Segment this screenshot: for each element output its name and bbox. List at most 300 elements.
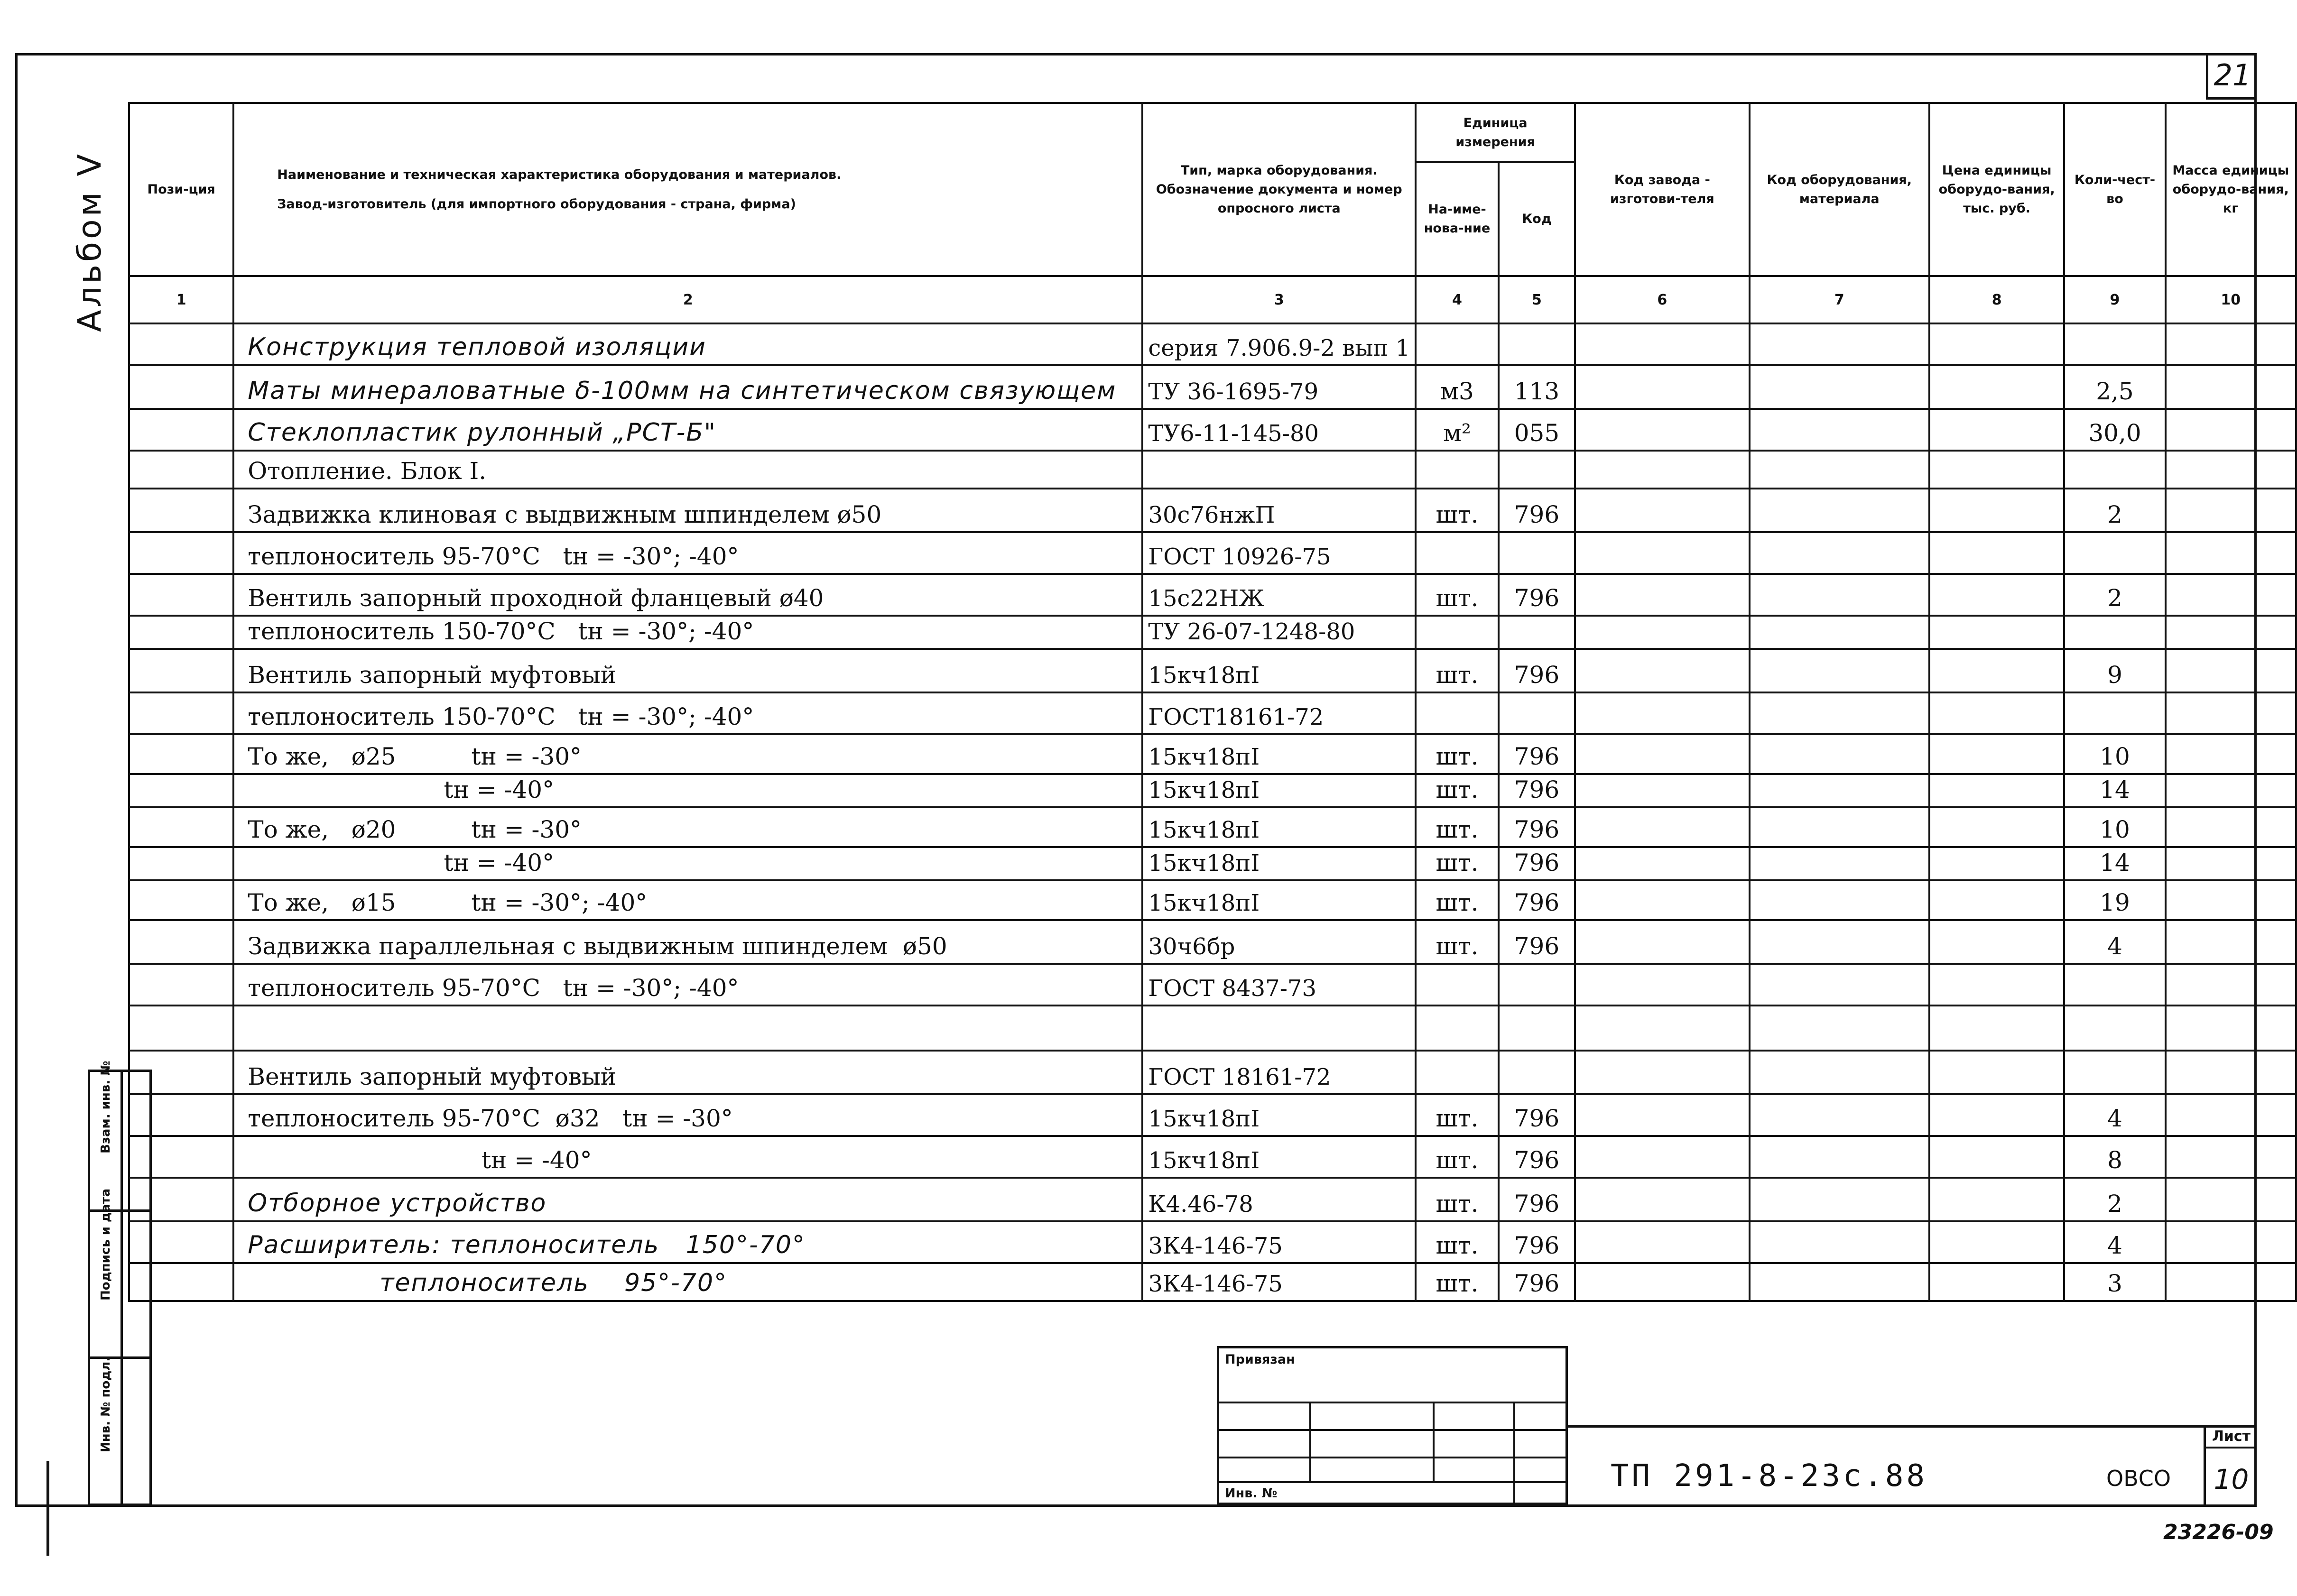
cell-name: теплоноситель 150-70°С tн = -30°; -40° (233, 616, 1142, 649)
cell-plant-code (1575, 616, 1750, 649)
header-price: Цена единицы оборудо-вания, тыс. руб. (1929, 103, 2065, 276)
cell-equipment-code (1750, 847, 1929, 880)
cell-mass (2166, 880, 2296, 920)
inventory-number: 23226-09 (2163, 1520, 2274, 1544)
table-row (129, 847, 2296, 880)
cell-position (129, 807, 233, 847)
table-row (129, 649, 2296, 692)
cell-plant-code (1575, 847, 1750, 880)
cell-position (129, 649, 233, 692)
cell-name: теплоноситель 95-70°С tн = -30°; -40° (233, 532, 1142, 574)
cell-position (129, 489, 233, 532)
cell-type: ТУ 26-07-1248-80 (1142, 616, 1416, 649)
cell-mass (2166, 774, 2296, 807)
cell-unit-code: 796 (1499, 734, 1575, 774)
cell-plant-code (1575, 489, 1750, 532)
cell-quantity: 2 (2064, 574, 2165, 616)
cell-price (1929, 1263, 2065, 1301)
cell-equipment-code (1750, 323, 1929, 365)
cell-unit-code (1499, 323, 1575, 365)
cell-quantity (2064, 532, 2165, 574)
header-mass: Масса единицы оборудо-вания, кг (2166, 103, 2296, 276)
cell-name: Стеклопластик рулонный „РСТ-Б" (233, 409, 1142, 451)
cell-equipment-code (1750, 1094, 1929, 1136)
cell-quantity: 4 (2064, 1221, 2165, 1263)
left-stamp (88, 1061, 152, 1506)
header-position: Пози-ция (129, 103, 233, 276)
cell-equipment-code (1750, 920, 1929, 964)
cell-name: теплоноситель 95-70°С tн = -30°; -40° (233, 964, 1142, 1006)
binding-block (1217, 1346, 1568, 1505)
cell-name: Задвижка параллельная с выдвижным шпинделем ø50 (233, 920, 1142, 964)
cell-unit-code: 055 (1499, 409, 1575, 451)
table-row (129, 1006, 2296, 1051)
cell-quantity: 2,5 (2064, 365, 2165, 409)
cell-mass (2166, 1221, 2296, 1263)
table-row (129, 964, 2296, 1006)
cell-type: ТУ6-11-145-80 (1142, 409, 1416, 451)
cell-unit-code: 796 (1499, 920, 1575, 964)
cell-unit: шт. (1416, 1263, 1499, 1301)
cell-quantity: 10 (2064, 734, 2165, 774)
stamp-label-inventory: Инв. № подл. (99, 1356, 113, 1452)
cell-unit-code: 796 (1499, 1136, 1575, 1178)
cell-unit (1416, 323, 1499, 365)
cell-plant-code (1575, 734, 1750, 774)
cell-mass (2166, 847, 2296, 880)
header-unit-group: Единица измерения (1416, 103, 1575, 162)
cell-plant-code (1575, 365, 1750, 409)
cell-type: ГОСТ 8437-73 (1142, 964, 1416, 1006)
cell-plant-code (1575, 1263, 1750, 1301)
cell-name: теплоноситель 95°-70° (233, 1263, 1142, 1301)
column-number: 10 (2166, 276, 2296, 323)
table-body (129, 323, 2296, 1301)
cell-equipment-code (1750, 409, 1929, 451)
cell-unit-code: 796 (1499, 880, 1575, 920)
cell-equipment-code (1750, 574, 1929, 616)
cell-plant-code (1575, 649, 1750, 692)
cell-type: ТУ 36-1695-79 (1142, 365, 1416, 409)
cell-plant-code (1575, 1094, 1750, 1136)
cell-mass (2166, 1178, 2296, 1221)
cell-unit-code: 796 (1499, 1221, 1575, 1263)
cell-equipment-code (1750, 1178, 1929, 1221)
table-row (129, 451, 2296, 489)
cell-unit-code: 796 (1499, 649, 1575, 692)
cell-plant-code (1575, 532, 1750, 574)
cell-name: Расширитель: теплоноситель 150°-70° (233, 1221, 1142, 1263)
cell-type: 15кч18пI (1142, 1136, 1416, 1178)
cell-mass (2166, 489, 2296, 532)
column-number: 7 (1750, 276, 1929, 323)
stamp-label-replacement: Взам. инв. № (99, 1061, 113, 1153)
table-row (129, 1094, 2296, 1136)
cell-type: 15кч18пI (1142, 774, 1416, 807)
cell-mass (2166, 1136, 2296, 1178)
table-row (129, 692, 2296, 734)
cell-price (1929, 807, 2065, 847)
table-row (129, 1221, 2296, 1263)
table-row (129, 1263, 2296, 1301)
cell-unit-code (1499, 1051, 1575, 1094)
cell-name: Вентиль запорный проходной фланцевый ø40 (233, 574, 1142, 616)
table-row (129, 616, 2296, 649)
cell-price (1929, 323, 2065, 365)
table-row (129, 1051, 2296, 1094)
cell-type: ГОСТ 18161-72 (1142, 1051, 1416, 1094)
cell-quantity: 3 (2064, 1263, 2165, 1301)
cell-mass (2166, 451, 2296, 489)
cell-price (1929, 1051, 2065, 1094)
cell-unit: шт. (1416, 1221, 1499, 1263)
cell-unit (1416, 616, 1499, 649)
cell-position (129, 774, 233, 807)
stamp-divider (120, 1072, 123, 1504)
cell-mass (2166, 409, 2296, 451)
cell-mass (2166, 365, 2296, 409)
cell-unit-code: 796 (1499, 1263, 1575, 1301)
cell-plant-code (1575, 964, 1750, 1006)
cell-equipment-code (1750, 692, 1929, 734)
cell-position (129, 692, 233, 734)
cell-equipment-code (1750, 1221, 1929, 1263)
cell-quantity: 19 (2064, 880, 2165, 920)
cell-quantity: 9 (2064, 649, 2165, 692)
cell-price (1929, 616, 2065, 649)
document-code: ТП 291-8-23с.88 (1611, 1458, 1927, 1494)
cell-plant-code (1575, 574, 1750, 616)
table-row (129, 532, 2296, 574)
cell-name: tн = -40° (233, 1136, 1142, 1178)
cell-quantity: 8 (2064, 1136, 2165, 1178)
cell-position (129, 1006, 233, 1051)
cell-unit: шт. (1416, 489, 1499, 532)
binding-inv-label: Инв. № (1225, 1486, 1278, 1501)
column-number: 1 (129, 276, 233, 323)
cell-equipment-code (1750, 365, 1929, 409)
cell-mass (2166, 574, 2296, 616)
sheet-caption: Лист (2206, 1428, 2257, 1448)
cell-position (129, 409, 233, 451)
binding-vline (1433, 1402, 1435, 1481)
cell-unit (1416, 1051, 1499, 1094)
cell-price (1929, 365, 2065, 409)
cell-price (1929, 1178, 2065, 1221)
cell-unit-code: 796 (1499, 774, 1575, 807)
cell-plant-code (1575, 409, 1750, 451)
cell-unit: шт. (1416, 734, 1499, 774)
cell-quantity: 14 (2064, 847, 2165, 880)
cell-position (129, 734, 233, 774)
cell-plant-code (1575, 1221, 1750, 1263)
cell-unit-code: 113 (1499, 365, 1575, 409)
cell-unit-code: 796 (1499, 1094, 1575, 1136)
cell-price (1929, 920, 2065, 964)
cell-name: Отопление. Блок I. (233, 451, 1142, 489)
cell-equipment-code (1750, 964, 1929, 1006)
cell-equipment-code (1750, 1006, 1929, 1051)
cell-name (233, 1006, 1142, 1051)
cell-unit (1416, 692, 1499, 734)
table-row (129, 409, 2296, 451)
cell-mass (2166, 964, 2296, 1006)
cell-plant-code (1575, 451, 1750, 489)
sheet-corner-number: 21 (2206, 53, 2257, 100)
cell-quantity: 14 (2064, 774, 2165, 807)
cell-price (1929, 409, 2065, 451)
cell-mass (2166, 734, 2296, 774)
table-row (129, 489, 2296, 532)
cell-unit (1416, 532, 1499, 574)
cell-plant-code (1575, 323, 1750, 365)
cell-unit-code (1499, 964, 1575, 1006)
cell-name: То же, ø25 tн = -30° (233, 734, 1142, 774)
table-row (129, 574, 2296, 616)
table-row (129, 774, 2296, 807)
cell-plant-code (1575, 774, 1750, 807)
cell-type: 15кч18пI (1142, 847, 1416, 880)
cell-position (129, 880, 233, 920)
cell-type: ГОСТ18161-72 (1142, 692, 1416, 734)
cell-price (1929, 692, 2065, 734)
cell-type: серия 7.906.9-2 вып 1 (1142, 323, 1416, 365)
cell-price (1929, 1006, 2065, 1051)
cell-type: ГОСТ 10926-75 (1142, 532, 1416, 574)
cell-quantity: 4 (2064, 1094, 2165, 1136)
cell-position (129, 847, 233, 880)
cell-name: Маты минераловатные δ-100мм на синтетическом связующем (233, 365, 1142, 409)
cell-name: Конструкция тепловой изоляции (233, 323, 1142, 365)
cell-unit: шт. (1416, 880, 1499, 920)
cell-price (1929, 1094, 2065, 1136)
cell-type: 15кч18пI (1142, 649, 1416, 692)
header-type: Тип, марка оборудования. Обозначение документа и номер опросного листа (1142, 103, 1416, 276)
cell-mass (2166, 323, 2296, 365)
cell-position (129, 451, 233, 489)
cell-equipment-code (1750, 532, 1929, 574)
cell-plant-code (1575, 692, 1750, 734)
table-row (129, 734, 2296, 774)
binding-vline (1513, 1402, 1515, 1505)
cell-unit-code: 796 (1499, 847, 1575, 880)
cell-mass (2166, 1263, 2296, 1301)
cell-equipment-code (1750, 1263, 1929, 1301)
cell-unit: шт. (1416, 1094, 1499, 1136)
cell-type: 15кч18пI (1142, 880, 1416, 920)
cell-price (1929, 574, 2065, 616)
cell-quantity (2064, 616, 2165, 649)
header-quantity: Коли-чест-во (2064, 103, 2165, 276)
cell-mass (2166, 616, 2296, 649)
sheet-number-box (2204, 1425, 2257, 1507)
cell-type: 15с22НЖ (1142, 574, 1416, 616)
cell-quantity: 4 (2064, 920, 2165, 964)
cell-price (1929, 734, 2065, 774)
cell-type: 15кч18пI (1142, 1094, 1416, 1136)
column-number: 5 (1499, 276, 1575, 323)
cell-name: теплоноситель 150-70°С tн = -30°; -40° (233, 692, 1142, 734)
cell-mass (2166, 1094, 2296, 1136)
cell-equipment-code (1750, 1136, 1929, 1178)
sheet-number: 10 (2214, 1463, 2249, 1495)
cell-plant-code (1575, 1051, 1750, 1094)
header-name-line2: Завод-изготовитель (для импортного оборудования - страна, фирма) (277, 196, 796, 212)
cell-position (129, 365, 233, 409)
cell-mass (2166, 1006, 2296, 1051)
cell-unit-code: 796 (1499, 489, 1575, 532)
cell-price (1929, 532, 2065, 574)
cell-unit (1416, 1006, 1499, 1051)
cell-mass (2166, 807, 2296, 847)
cell-price (1929, 774, 2065, 807)
column-number: 9 (2064, 276, 2165, 323)
cell-mass (2166, 532, 2296, 574)
table-row (129, 807, 2296, 847)
cell-name: Вентиль запорный муфтовый (233, 1051, 1142, 1094)
cell-price (1929, 964, 2065, 1006)
cell-type (1142, 1006, 1416, 1051)
cell-unit: шт. (1416, 649, 1499, 692)
cell-name: Вентиль запорный муфтовый (233, 649, 1142, 692)
cell-type (1142, 451, 1416, 489)
table-row (129, 1136, 2296, 1178)
cell-unit: шт. (1416, 1178, 1499, 1221)
cell-quantity: 30,0 (2064, 409, 2165, 451)
cell-plant-code (1575, 1136, 1750, 1178)
cell-type: 3К4-146-75 (1142, 1263, 1416, 1301)
stamp-label-signature: Подпись и дата (99, 1188, 113, 1301)
header-name-line1: Наименование и техническая характеристика оборудования и материалов. (277, 167, 842, 182)
cell-type: 30ч6бр (1142, 920, 1416, 964)
table-row (129, 880, 2296, 920)
cell-price (1929, 880, 2065, 920)
header-equipment-code: Код оборудования, материала (1750, 103, 1929, 276)
cell-position (129, 616, 233, 649)
cell-position (129, 323, 233, 365)
cell-name: То же, ø20 tн = -30° (233, 807, 1142, 847)
cell-unit: шт. (1416, 807, 1499, 847)
organization: ОВСО (2106, 1466, 2171, 1491)
cell-mass (2166, 692, 2296, 734)
cell-price (1929, 489, 2065, 532)
cell-equipment-code (1750, 734, 1929, 774)
album-label: Альбом V (71, 151, 109, 332)
cell-price (1929, 649, 2065, 692)
cell-price (1929, 1221, 2065, 1263)
cell-unit: м² (1416, 409, 1499, 451)
cell-equipment-code (1750, 616, 1929, 649)
cell-unit: шт. (1416, 1136, 1499, 1178)
cell-quantity (2064, 964, 2165, 1006)
cell-mass (2166, 1051, 2296, 1094)
cell-mass (2166, 920, 2296, 964)
cell-name: Задвижка клиновая с выдвижным шпинделем ø50 (233, 489, 1142, 532)
cell-name: tн = -40° (233, 847, 1142, 880)
column-number: 3 (1142, 276, 1416, 323)
cell-unit: шт. (1416, 847, 1499, 880)
cell-unit-code: 796 (1499, 574, 1575, 616)
cell-quantity: 2 (2064, 489, 2165, 532)
cell-unit: шт. (1416, 774, 1499, 807)
cell-equipment-code (1750, 451, 1929, 489)
cell-unit-code: 796 (1499, 1178, 1575, 1221)
table-row (129, 323, 2296, 365)
cell-plant-code (1575, 880, 1750, 920)
cell-equipment-code (1750, 649, 1929, 692)
cell-equipment-code (1750, 880, 1929, 920)
cell-position (129, 574, 233, 616)
cell-quantity: 2 (2064, 1178, 2165, 1221)
cell-type: 3К4-146-75 (1142, 1221, 1416, 1263)
cell-plant-code (1575, 1178, 1750, 1221)
cell-position (129, 532, 233, 574)
cell-price (1929, 847, 2065, 880)
cell-unit: шт. (1416, 574, 1499, 616)
cell-unit-code: 796 (1499, 807, 1575, 847)
table-row (129, 920, 2296, 964)
cell-plant-code (1575, 1006, 1750, 1051)
cell-quantity: 10 (2064, 807, 2165, 847)
cell-unit (1416, 451, 1499, 489)
cell-quantity (2064, 1051, 2165, 1094)
cell-unit-code (1499, 1006, 1575, 1051)
cell-equipment-code (1750, 774, 1929, 807)
cell-plant-code (1575, 807, 1750, 847)
cell-unit: м3 (1416, 365, 1499, 409)
cell-plant-code (1575, 920, 1750, 964)
cell-type: 30с76нжП (1142, 489, 1416, 532)
header-name (233, 103, 1142, 276)
cell-unit (1416, 964, 1499, 1006)
cell-unit-code (1499, 616, 1575, 649)
cell-mass (2166, 649, 2296, 692)
table-row (129, 1178, 2296, 1221)
cell-name: То же, ø15 tн = -30°; -40° (233, 880, 1142, 920)
cell-unit-code (1499, 451, 1575, 489)
cell-unit: шт. (1416, 920, 1499, 964)
header-plant-code: Код завода - изготови-теля (1575, 103, 1750, 276)
cell-type: 15кч18пI (1142, 734, 1416, 774)
header-unit-code: Код (1499, 162, 1575, 276)
cell-name: Отборное устройство (233, 1178, 1142, 1221)
cell-name: теплоноситель 95-70°С ø32 tн = -30° (233, 1094, 1142, 1136)
cell-name: tн = -40° (233, 774, 1142, 807)
cell-type: 15кч18пI (1142, 807, 1416, 847)
binding-title: Привязан (1225, 1352, 1295, 1367)
cell-quantity (2064, 1006, 2165, 1051)
specification-table (128, 102, 2297, 1302)
column-number: 6 (1575, 276, 1750, 323)
column-number: 2 (233, 276, 1142, 323)
cell-unit-code (1499, 532, 1575, 574)
cell-unit-code (1499, 692, 1575, 734)
cell-equipment-code (1750, 489, 1929, 532)
cell-price (1929, 1136, 2065, 1178)
column-number: 4 (1416, 276, 1499, 323)
header-unit-name: На-име-нова-ние (1416, 162, 1499, 276)
cell-position (129, 964, 233, 1006)
cell-price (1929, 451, 2065, 489)
cell-quantity (2064, 451, 2165, 489)
cell-type: К4.46-78 (1142, 1178, 1416, 1221)
column-number: 8 (1929, 276, 2065, 323)
cell-position (129, 920, 233, 964)
cell-equipment-code (1750, 807, 1929, 847)
cell-quantity (2064, 323, 2165, 365)
cell-equipment-code (1750, 1051, 1929, 1094)
margin-mark (46, 1461, 49, 1556)
